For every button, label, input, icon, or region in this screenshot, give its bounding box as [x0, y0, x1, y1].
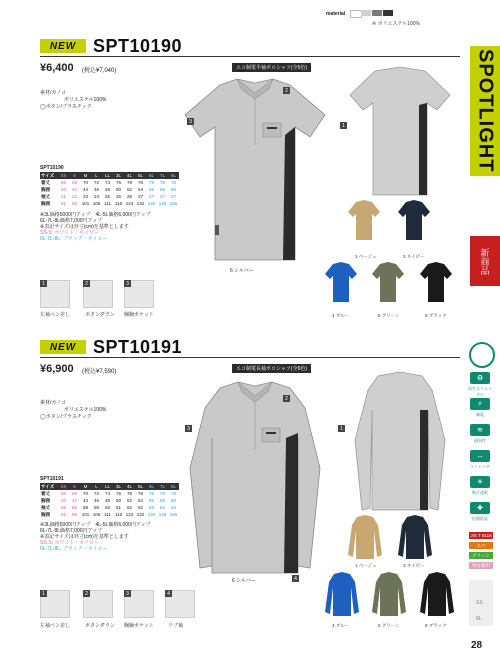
price: ¥6,900 — [40, 363, 74, 375]
table-row — [40, 497, 179, 504]
material-line: ポリエステル100% — [64, 97, 107, 103]
feature-label: 再生ポリエステル — [468, 386, 492, 397]
table-header-cell: L — [91, 483, 102, 490]
feature-label: 通気性 — [474, 438, 486, 443]
table-cell: 96 — [71, 512, 77, 517]
table-cell: 48 — [104, 498, 110, 503]
material-line: 素材/カノコ — [40, 90, 67, 96]
thumb-number: 2 — [83, 590, 90, 597]
note-line: 6L-7L-8L価格7,000円アップ — [40, 528, 103, 534]
feature-label: ストレッチ — [470, 464, 490, 469]
price: ¥6,400 — [40, 62, 74, 74]
thumb-number: 3 — [124, 280, 131, 287]
table-cell: 101 — [81, 201, 90, 206]
spec-pill: グリーン — [469, 552, 493, 559]
table-header-cell: S — [69, 483, 80, 490]
table-cell: 66 — [60, 491, 66, 496]
row-label: 胸囲 — [41, 200, 50, 206]
color-variant-image — [348, 515, 382, 559]
color-variant-image — [348, 200, 380, 240]
table-header-cell: 6L — [146, 483, 157, 490]
table-cell: 27 — [170, 194, 176, 199]
product-tag: エコ制電半袖ポロシャツ(全5色) — [232, 63, 311, 72]
table-cell: 156 — [169, 201, 178, 206]
note-line: SS-S: ホワイト・ネイビー — [40, 540, 99, 546]
table-cell: 56 — [148, 187, 154, 192]
color-variant-image — [420, 572, 454, 616]
main-color-label: 6 シルバー — [232, 578, 256, 584]
short-sleeve-shirt-front-image — [175, 75, 335, 265]
table-cell: 69 — [71, 491, 77, 496]
color-variant-image — [398, 200, 430, 240]
table-cell: 124 — [125, 512, 134, 517]
color-variant-image — [398, 515, 432, 559]
table-cell: 22 — [71, 194, 77, 199]
price-tax: (税込¥7,590) — [82, 369, 117, 375]
color-label: 1 ベージュ — [355, 563, 377, 568]
feature-label: 制電 — [476, 412, 484, 417]
thumb-label: リブ袖 — [168, 623, 184, 629]
model-number: SPT10190 — [93, 36, 183, 56]
table-cell: 116 — [114, 512, 123, 517]
row-label: 袖丈 — [41, 504, 50, 510]
table-cell: 148 — [158, 512, 167, 517]
table-header-cell: サイズ — [40, 172, 58, 179]
row-label: 胸囲 — [41, 511, 50, 517]
table-cell: 52 — [126, 498, 132, 503]
table-cell: 50 — [115, 187, 121, 192]
color-variant-image — [325, 262, 357, 302]
breath-icon: ≋ — [470, 424, 490, 436]
table-cell: 63 — [159, 505, 165, 510]
note-line: SS-S: ホワイト・ネイビー — [40, 230, 99, 236]
table-cell: 78 — [137, 180, 143, 185]
table-cell: 106 — [92, 512, 101, 517]
product-tag: エコ制電長袖ポロシャツ(全6色) — [232, 364, 311, 373]
table-cell: 25 — [104, 194, 110, 199]
table-cell: 96 — [71, 201, 77, 206]
antistatic-icon: ⚡ — [470, 398, 490, 410]
table-cell: 70 — [82, 491, 88, 496]
table-cell: 26 — [126, 194, 132, 199]
thumb-number: 1 — [40, 280, 47, 287]
table-cell: 58 — [159, 187, 165, 192]
table-cell: 63 — [148, 505, 154, 510]
material-swatch — [383, 10, 393, 16]
thumb-label: 左袖ペン差し — [40, 623, 71, 629]
thumb-number: 2 — [83, 280, 90, 287]
table-header-cell: 8L — [168, 172, 179, 179]
table-cell: 58 — [82, 505, 88, 510]
callout-marker: 3 — [187, 118, 194, 125]
table-row — [40, 200, 179, 207]
table-cell: 42 — [71, 498, 77, 503]
row-label: 袖丈 — [41, 193, 50, 199]
table-notes — [40, 522, 190, 552]
table-cell: 72 — [93, 491, 99, 496]
table-cell: 111 — [104, 512, 111, 517]
table-cell: 60 — [104, 505, 110, 510]
table-cell: 62 — [126, 505, 132, 510]
thumb-number: 3 — [124, 590, 131, 597]
table-row — [40, 504, 179, 511]
note-line: 6L-7L-8L: ブラック・ネイビー — [40, 546, 108, 552]
table-cell: 78 — [159, 491, 165, 496]
main-color-label: 6 シルバー — [230, 268, 254, 274]
page-number: 28 — [471, 640, 483, 651]
color-variant-image — [372, 262, 404, 302]
thumb-label: ボタンダウン — [85, 312, 115, 318]
thumb-label: ボタンダウン — [85, 623, 115, 629]
color-label: 1 ベージュ — [355, 254, 377, 259]
table-header-cell: 8L — [168, 483, 179, 490]
material-line: ◯ボタン/プラスチック — [40, 104, 92, 110]
table-cell: 132 — [136, 512, 145, 517]
table-cell: 116 — [114, 201, 123, 206]
table-cell: 78 — [170, 491, 176, 496]
table-cell: 58 — [159, 498, 165, 503]
price-tax: (税込¥7,040) — [82, 68, 117, 74]
table-title: SPT10190 — [40, 165, 64, 171]
table-cell: 91 — [60, 512, 66, 517]
table-cell: 74 — [104, 491, 110, 496]
table-header-cell: LL — [102, 172, 113, 179]
callout-marker: 4 — [292, 575, 299, 582]
table-header-cell: 3L — [113, 172, 124, 179]
callout-marker: 1 — [340, 122, 347, 129]
table-cell: 46 — [93, 498, 99, 503]
table-header-cell: SS — [58, 483, 69, 490]
table-cell: 78 — [148, 491, 154, 496]
material-line: ◯ボタン/プラスチック — [40, 414, 92, 420]
note-line: ※表記サイズは外寸(cm)を基準とします — [40, 224, 129, 230]
row-label: 胸囲 — [41, 497, 50, 503]
table-cell: 72 — [93, 180, 99, 185]
note-line: ※3L価格5000円アップ 4L-5L価格6,000円アップ — [40, 212, 151, 218]
note-line: ※3L価格5000円アップ 4L-5L価格6,000円アップ — [40, 522, 151, 528]
table-cell: 44 — [82, 498, 88, 503]
table-header-cell: 6L — [146, 172, 157, 179]
table-header-cell: 5L — [135, 172, 146, 179]
color-label: 9 ブラック — [425, 623, 447, 628]
callout-marker: 2 — [283, 395, 290, 402]
table-cell: 55 — [60, 505, 66, 510]
table-header-cell: 5L — [135, 483, 146, 490]
table-row — [40, 186, 179, 193]
table-cell: 21 — [60, 194, 66, 199]
table-cell: 78 — [159, 180, 165, 185]
note-line: 6L-7L-8L: ブラック・ネイビー — [40, 236, 108, 242]
material-swatch — [361, 10, 371, 16]
color-label: 3 ネイビー — [403, 563, 425, 568]
table-title: SPT10191 — [40, 476, 64, 482]
thumb-number: 4 — [165, 590, 172, 597]
table-cell: 69 — [71, 180, 77, 185]
table-cell: 60 — [170, 187, 176, 192]
long-sleeve-shirt-back-image — [350, 370, 450, 515]
table-cell: 56 — [71, 505, 77, 510]
table-cell: 52 — [126, 187, 132, 192]
table-cell: 62 — [137, 505, 143, 510]
material-label: material — [326, 11, 346, 17]
eco-icon: ♻ — [470, 372, 490, 384]
table-cell: 64 — [170, 505, 176, 510]
thumb-label: 胸胸ポケット — [124, 312, 154, 318]
table-cell: 78 — [148, 180, 154, 185]
feature-label: 抗菌防臭 — [472, 516, 488, 521]
material-line: 素材/カノコ — [40, 400, 67, 406]
table-cell: 23 — [82, 194, 88, 199]
divider — [40, 357, 460, 358]
thumb-number: 1 — [40, 590, 47, 597]
table-cell: 46 — [93, 187, 99, 192]
table-cell: 70 — [82, 180, 88, 185]
table-row — [40, 193, 179, 200]
long-sleeve-shirt-front-image — [170, 378, 340, 578]
table-cell: 59 — [93, 505, 99, 510]
table-cell: 74 — [104, 180, 110, 185]
table-cell: 148 — [158, 201, 167, 206]
row-label: 胸囲 — [41, 186, 50, 192]
table-cell: 42 — [71, 187, 77, 192]
note-line: 6L-7L-8L価格7,000円アップ — [40, 218, 103, 224]
table-cell: 76 — [115, 491, 121, 496]
callout-marker: 3 — [185, 425, 192, 432]
table-cell: 140 — [147, 201, 156, 206]
size-range-start: SS — [476, 600, 483, 606]
table-cell: 66 — [60, 180, 66, 185]
size-range-end: 8L — [476, 616, 482, 622]
color-variant-image — [420, 262, 452, 302]
table-cell: 48 — [104, 187, 110, 192]
table-cell: 156 — [169, 512, 178, 517]
table-cell: 56 — [148, 498, 154, 503]
table-cell: 132 — [136, 201, 145, 206]
stretch-icon: ↔ — [470, 450, 490, 462]
table-header-cell: M — [80, 172, 91, 179]
material-line: ポリエステル100% — [64, 407, 107, 413]
table-cell: 40 — [60, 187, 66, 192]
table-cell: 78 — [126, 491, 132, 496]
table-cell: 54 — [137, 498, 143, 503]
table-cell: 106 — [92, 201, 101, 206]
table-header-cell: 4L — [124, 483, 135, 490]
color-label: 4 ブルー — [332, 313, 350, 318]
short-sleeve-shirt-back-image — [345, 65, 455, 200]
table-cell: 54 — [137, 187, 143, 192]
table-header-row — [40, 483, 179, 490]
table-header-cell: L — [91, 172, 102, 179]
table-header-cell: 3L — [113, 483, 124, 490]
model-number: SPT10191 — [93, 337, 183, 357]
table-header-cell: SS — [58, 172, 69, 179]
thumb-label: 左袖ペン差し — [40, 312, 71, 318]
table-header-cell: 7L — [157, 172, 168, 179]
spec-pill: 男女兼用 — [469, 562, 493, 569]
table-cell: 26 — [115, 194, 121, 199]
row-label: 着丈 — [41, 179, 50, 185]
table-header-cell: S — [69, 172, 80, 179]
thumb-label: 胸胸ポケット — [124, 623, 154, 629]
table-notes — [40, 212, 190, 242]
table-cell: 101 — [81, 512, 90, 517]
spec-pill: エコ — [469, 542, 493, 549]
material-note: ※ ポリエステル100% — [372, 21, 420, 27]
table-row — [40, 490, 179, 497]
row-label: 着丈 — [41, 490, 50, 496]
table-cell: 78 — [126, 180, 132, 185]
color-label: 3 ネイビー — [403, 254, 425, 259]
color-label: 5 グリーン — [378, 313, 400, 318]
spotlight-tab: SPOTLIGHT — [470, 46, 500, 176]
table-row — [40, 511, 179, 518]
table-header-cell: 4L — [124, 172, 135, 179]
new-badge: NEW — [40, 340, 86, 354]
feature-label: 吸汗速乾 — [472, 490, 488, 495]
table-header-cell: 7L — [157, 483, 168, 490]
table-header-cell: サイズ — [40, 483, 58, 490]
size-table — [40, 172, 179, 207]
eco-badge-icon — [469, 342, 495, 368]
table-header-row — [40, 172, 179, 179]
color-label: 5 グリーン — [378, 623, 400, 628]
table-cell: 111 — [104, 201, 111, 206]
table-cell: 40 — [60, 498, 66, 503]
size-table — [40, 483, 179, 518]
wash-icon: ✚ — [470, 502, 490, 514]
table-cell: 60 — [170, 498, 176, 503]
table-header-cell: M — [80, 483, 91, 490]
new-badge: NEW — [40, 39, 86, 53]
table-row — [40, 179, 179, 186]
table-cell: 50 — [115, 498, 121, 503]
table-cell: 91 — [60, 201, 66, 206]
table-cell: 76 — [115, 180, 121, 185]
table-cell: 78 — [137, 491, 143, 496]
table-cell: 27 — [148, 194, 154, 199]
table-header-cell: LL — [102, 483, 113, 490]
table-cell: 140 — [147, 512, 156, 517]
new-product-tab: 新商品 — [470, 236, 500, 286]
table-cell: 44 — [82, 187, 88, 192]
table-cell: 78 — [170, 180, 176, 185]
callout-marker: 1 — [338, 425, 345, 432]
spec-pill: JIS T 8118 — [470, 533, 492, 538]
table-cell: 24 — [93, 194, 99, 199]
color-label: 9 ブラック — [425, 313, 447, 318]
quickdry-icon: ☀ — [470, 476, 490, 488]
color-variant-image — [325, 572, 359, 616]
table-cell: 27 — [159, 194, 165, 199]
color-label: 4 ブルー — [332, 623, 350, 628]
table-cell: 61 — [115, 505, 121, 510]
callout-marker: 2 — [283, 87, 290, 94]
table-cell: 27 — [137, 194, 143, 199]
color-variant-image — [372, 572, 406, 616]
material-swatch — [372, 10, 382, 16]
table-cell: 124 — [125, 201, 134, 206]
divider — [40, 56, 460, 57]
note-line: ※表記サイズは外寸(cm)を基準とします — [40, 534, 129, 540]
